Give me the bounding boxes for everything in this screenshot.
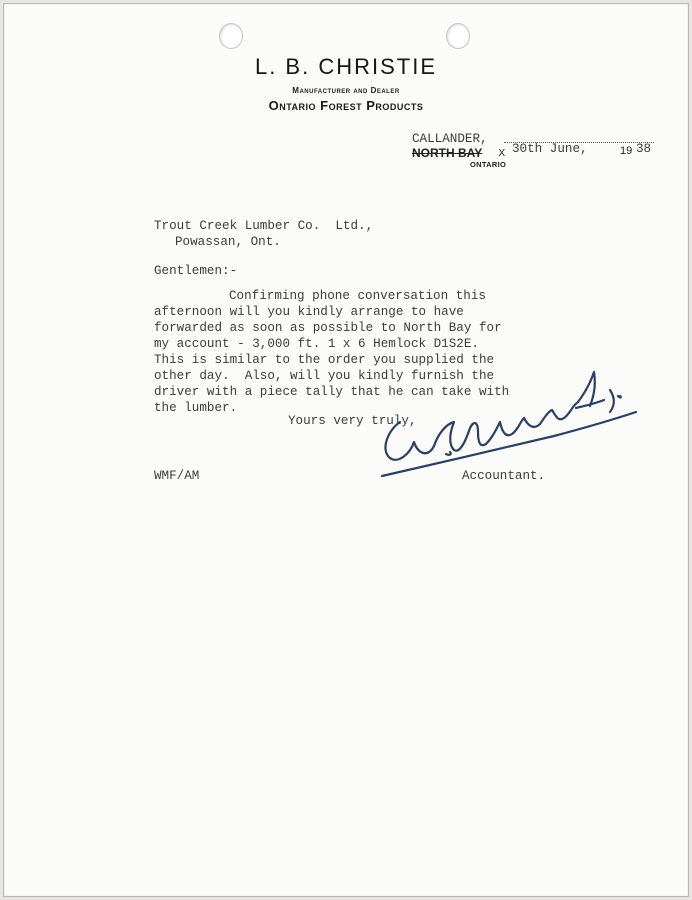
place-printed: NORTH BAY (412, 146, 483, 160)
body-line-4: my account - 3,000 ft. 1 x 6 Hemlock D1S2E. (154, 337, 479, 351)
punch-hole-left (219, 23, 243, 49)
body-line-3: forwarded as soon as possible to North Bay for (154, 321, 502, 335)
province: ONTARIO (470, 160, 507, 169)
body-line-7: driver with a piece tally that he can take with (154, 385, 510, 399)
signer-title: Accountant. (462, 469, 546, 483)
year-typed: 38 (636, 142, 652, 156)
body-line-6: other day. Also, will you kindly furnish the (154, 369, 495, 383)
typist-initials: WMF/AM (154, 469, 200, 483)
body-line-2: afternoon will you kindly arrange to have (154, 305, 464, 319)
place-typed: CALLANDER, (412, 132, 488, 146)
recipient-line-1: Trout Creek Lumber Co. Ltd., (154, 219, 374, 233)
letterhead-subtitle: Manufacturer and Dealer (292, 86, 400, 95)
closing: Yours very truly, (288, 414, 417, 428)
recipient-line-2: Powassan, Ont. (175, 235, 281, 249)
body-line-8: the lumber. (154, 401, 238, 415)
punch-hole-right (446, 23, 470, 49)
body-line-5: This is similar to the order you supplied the (154, 353, 495, 367)
salutation: Gentlemen:- (154, 264, 238, 278)
body-line-1: Confirming phone conversation this (229, 289, 486, 303)
date-text: 30th June, (512, 142, 588, 156)
place-strike-mark: x (498, 146, 506, 160)
letterhead-name: L. B. CHRISTIE (254, 54, 438, 79)
year-printed: 19 (620, 145, 633, 157)
letterhead-products: Ontario Forest Products (268, 98, 424, 113)
